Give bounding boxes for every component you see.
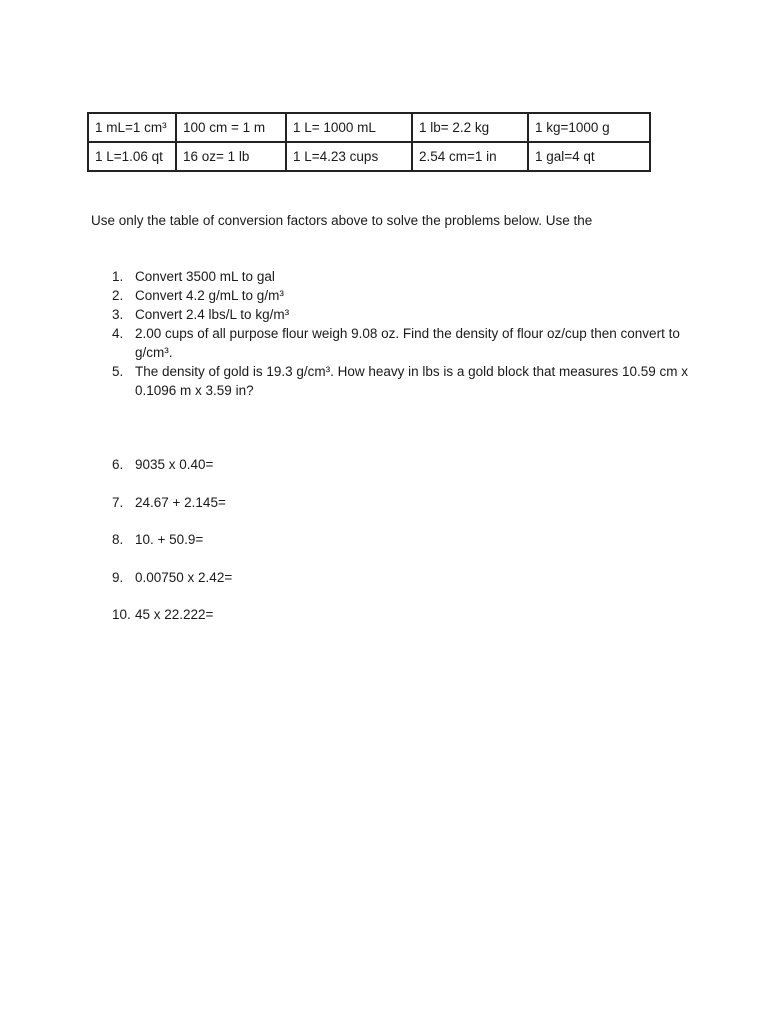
item-number: 7. bbox=[112, 494, 124, 510]
list-item bbox=[112, 568, 232, 606]
item-text: Convert 2.4 lbs/L to kg/m³ bbox=[135, 307, 290, 322]
table-cell: 1 L=1.06 qt bbox=[88, 142, 176, 171]
item-number: 10. bbox=[112, 607, 131, 622]
problem-list bbox=[112, 267, 692, 400]
list-item bbox=[112, 530, 232, 568]
table-cell: 1 mL=1 cm³ bbox=[88, 113, 176, 142]
item-number: 5. bbox=[112, 364, 124, 379]
instructions-text: Use only the table of conversion factors above to solve the problems below. Use the bbox=[91, 213, 593, 228]
item-number: 3. bbox=[112, 307, 124, 322]
table-cell: 1 L= 1000 mL bbox=[286, 113, 412, 142]
list-item bbox=[112, 455, 232, 493]
table-cell: 1 L=4.23 cups bbox=[286, 142, 412, 171]
list-item bbox=[112, 324, 692, 362]
list-item bbox=[112, 305, 692, 324]
table-cell: 100 cm = 1 m bbox=[176, 113, 286, 142]
item-text: The density of gold is 19.3 g/cm³. How heavy in lbs is a gold block that measures 10.59 cm x 0.1096 m x 3.59 in? bbox=[135, 364, 689, 398]
item-number: 2. bbox=[112, 288, 124, 303]
item-number: 4. bbox=[112, 326, 124, 341]
table-cell: 16 oz= 1 lb bbox=[176, 142, 286, 171]
list-item bbox=[112, 267, 692, 286]
table-cell: 1 lb= 2.2 kg bbox=[412, 113, 528, 142]
table-cell: 2.54 cm=1 in bbox=[412, 142, 528, 171]
table-cell: 1 gal=4 qt bbox=[528, 142, 650, 171]
item-text: 10. + 50.9= bbox=[135, 532, 204, 547]
list-item bbox=[112, 605, 232, 643]
table-cell: 1 kg=1000 g bbox=[528, 113, 650, 142]
item-text: 45 x 22.222= bbox=[135, 607, 214, 622]
list-item bbox=[112, 493, 232, 531]
item-text: 2.00 cups of all purpose flour weigh 9.08 oz. Find the density of flour oz/cup then convert to g/cm³. bbox=[135, 326, 680, 360]
item-text: 24.67 + 2.145= bbox=[135, 494, 226, 510]
item-text: Convert 4.2 g/mL to g/m³ bbox=[135, 288, 284, 303]
list-item bbox=[112, 362, 692, 400]
item-number: 1. bbox=[112, 269, 124, 284]
table-row bbox=[88, 142, 650, 171]
item-text: 0.00750 x 2.42= bbox=[135, 569, 233, 585]
item-text: Convert 3500 mL to gal bbox=[135, 269, 275, 284]
item-number: 9. bbox=[112, 569, 124, 585]
item-number: 8. bbox=[112, 532, 124, 547]
conversion-table bbox=[87, 112, 651, 172]
list-item bbox=[112, 286, 692, 305]
table-row bbox=[88, 113, 650, 142]
item-text: 9035 x 0.40= bbox=[135, 457, 214, 472]
item-number: 6. bbox=[112, 457, 124, 472]
calculation-list bbox=[112, 455, 232, 643]
